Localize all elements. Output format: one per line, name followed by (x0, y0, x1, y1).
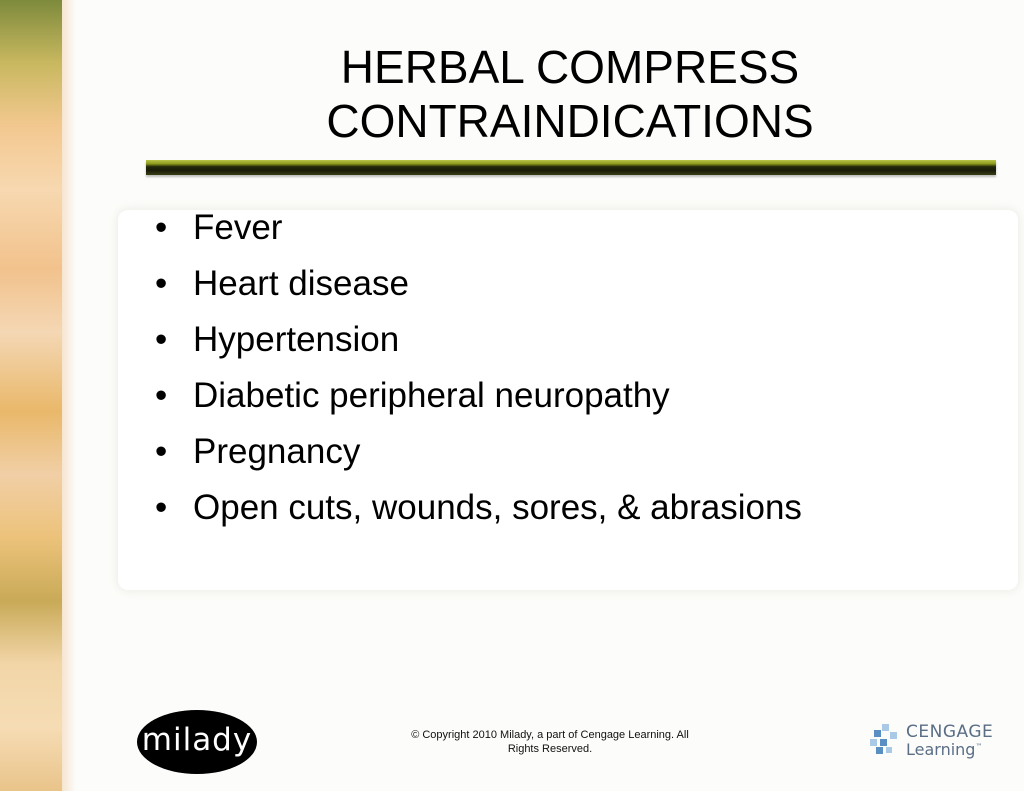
copyright-line-2: Rights Reserved. (507, 743, 593, 755)
bullet-text: Pregnancy (193, 432, 361, 471)
bullet-item (155, 424, 802, 480)
bullet-item (155, 256, 802, 312)
cengage-name: CENGAGE (906, 722, 994, 742)
cengage-sub-text: Learning (906, 740, 976, 759)
title-line-2: CONTRAINDICATIONS (326, 95, 814, 147)
cengage-sub (906, 740, 982, 759)
bullet-icon: • (155, 208, 168, 247)
bullet-item (155, 480, 802, 536)
decorative-side-strip (0, 0, 62, 791)
bullet-icon: • (155, 320, 168, 359)
copyright-line-1: © Copyright 2010 Milady, a part of Cengage Learning. All (411, 729, 689, 741)
title-line-1: HERBAL COMPRESS (340, 41, 800, 93)
bullet-icon: • (155, 264, 168, 303)
bullet-item (155, 200, 802, 256)
slide-title (250, 40, 890, 148)
bullet-text: Fever (193, 208, 283, 247)
bullet-icon: • (155, 432, 168, 471)
bullet-text: Hypertension (193, 320, 400, 359)
bullet-item (155, 312, 802, 368)
bullet-icon: • (155, 376, 168, 415)
title-divider (146, 160, 996, 175)
bullet-item (155, 368, 802, 424)
bullet-icon: • (155, 488, 168, 527)
bullet-list (155, 200, 802, 536)
cengage-trademark: ™ (975, 742, 983, 751)
bullet-text: Heart disease (193, 264, 409, 303)
bullet-text: Open cuts, wounds, sores, & abrasions (193, 488, 802, 527)
cengage-learning-logo (868, 720, 993, 762)
milady-logo (137, 710, 257, 774)
milady-logo-text: milady (141, 722, 253, 758)
copyright-notice (395, 728, 705, 756)
cengage-squares-icon (868, 722, 902, 756)
bullet-text: Diabetic peripheral neuropathy (193, 376, 670, 415)
